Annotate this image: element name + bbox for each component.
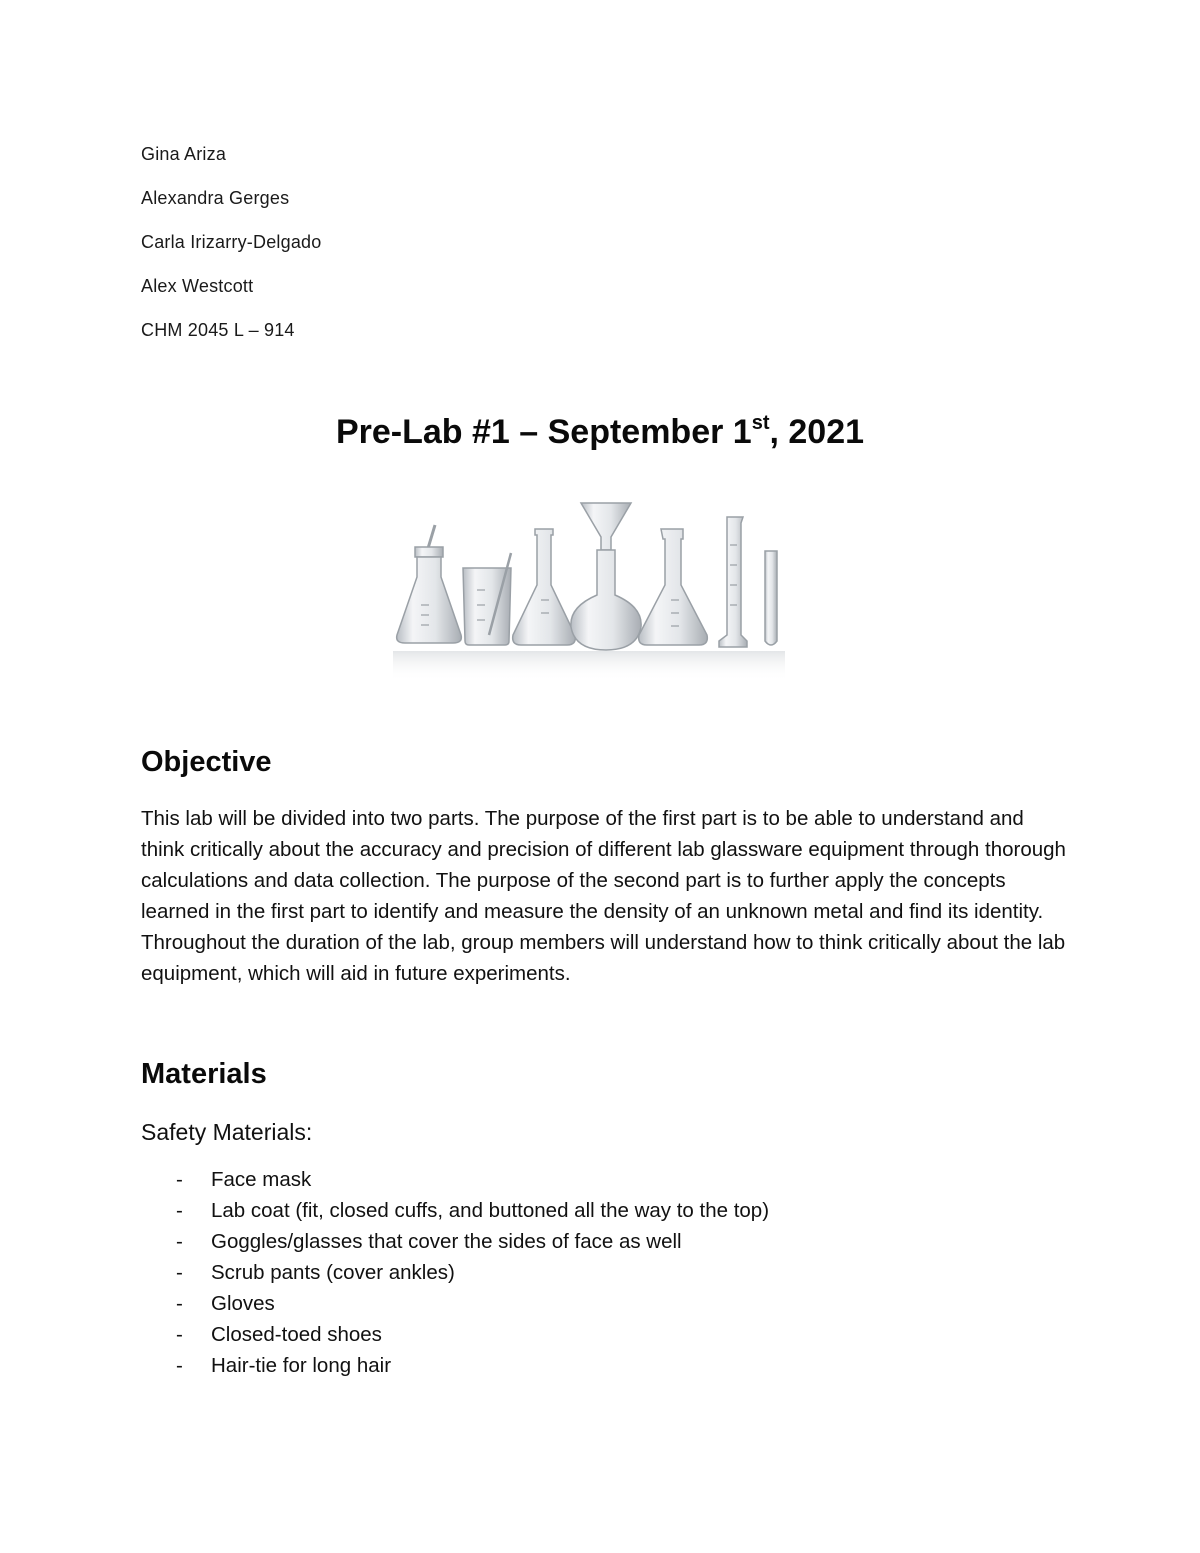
list-item	[141, 1195, 769, 1226]
document-title	[0, 410, 1200, 454]
list-bullet: -	[176, 1230, 183, 1253]
safety-materials-heading: Safety Materials:	[141, 1119, 313, 1145]
list-item	[141, 1164, 769, 1195]
list-item	[141, 1350, 769, 1381]
list-item-text: Goggles/glasses that cover the sides of face as well	[211, 1230, 682, 1253]
title-tail: , 2021	[769, 413, 865, 451]
objective-heading: Objective	[141, 746, 272, 778]
author-name-3: Carla Irizarry-Delgado	[141, 232, 322, 252]
list-item	[141, 1319, 769, 1350]
list-bullet: -	[176, 1292, 183, 1315]
title-main: Pre-Lab #1 – September 1	[335, 413, 752, 451]
author-name-2: Alexandra Gerges	[141, 188, 290, 208]
list-item	[141, 1257, 769, 1288]
list-item	[141, 1288, 769, 1319]
list-bullet: -	[176, 1199, 183, 1222]
materials-heading: Materials	[141, 1058, 267, 1090]
author-name-4: Alex Westcott	[141, 276, 254, 296]
list-item-text: Hair-tie for long hair	[211, 1354, 392, 1377]
list-item-text: Scrub pants (cover ankles)	[211, 1261, 455, 1284]
course-code: CHM 2045 L – 914	[141, 320, 295, 340]
list-item-text: Face mask	[211, 1168, 312, 1191]
title-superscript: st	[751, 412, 770, 434]
list-item-text: Lab coat (fit, closed cuffs, and buttoned all the way to the top)	[211, 1199, 770, 1222]
list-item-text: Gloves	[211, 1292, 275, 1315]
author-name-1: Gina Ariza	[141, 144, 227, 164]
lab-glassware-icon	[385, 495, 795, 685]
list-bullet: -	[176, 1261, 183, 1284]
objective-paragraph: This lab will be divided into two parts. The purpose of the first part is to be able to understand and think critically about the accuracy and precision of different lab glassware equipment through thorough calculations and data collection. The purpose of the second part is to further apply the concepts learned in the first part to identify and measure the density of an unknown metal and find its identity. Throughout the duration of the lab, group members will understand how to think critically about the lab equipment, which will aid in future experiments.	[141, 807, 1066, 985]
list-item	[141, 1226, 769, 1257]
safety-materials-list	[141, 1164, 769, 1381]
author-header	[141, 143, 741, 363]
list-bullet: -	[176, 1354, 183, 1377]
list-bullet: -	[176, 1323, 183, 1346]
list-bullet: -	[176, 1168, 183, 1191]
list-item-text: Closed-toed shoes	[211, 1323, 382, 1346]
